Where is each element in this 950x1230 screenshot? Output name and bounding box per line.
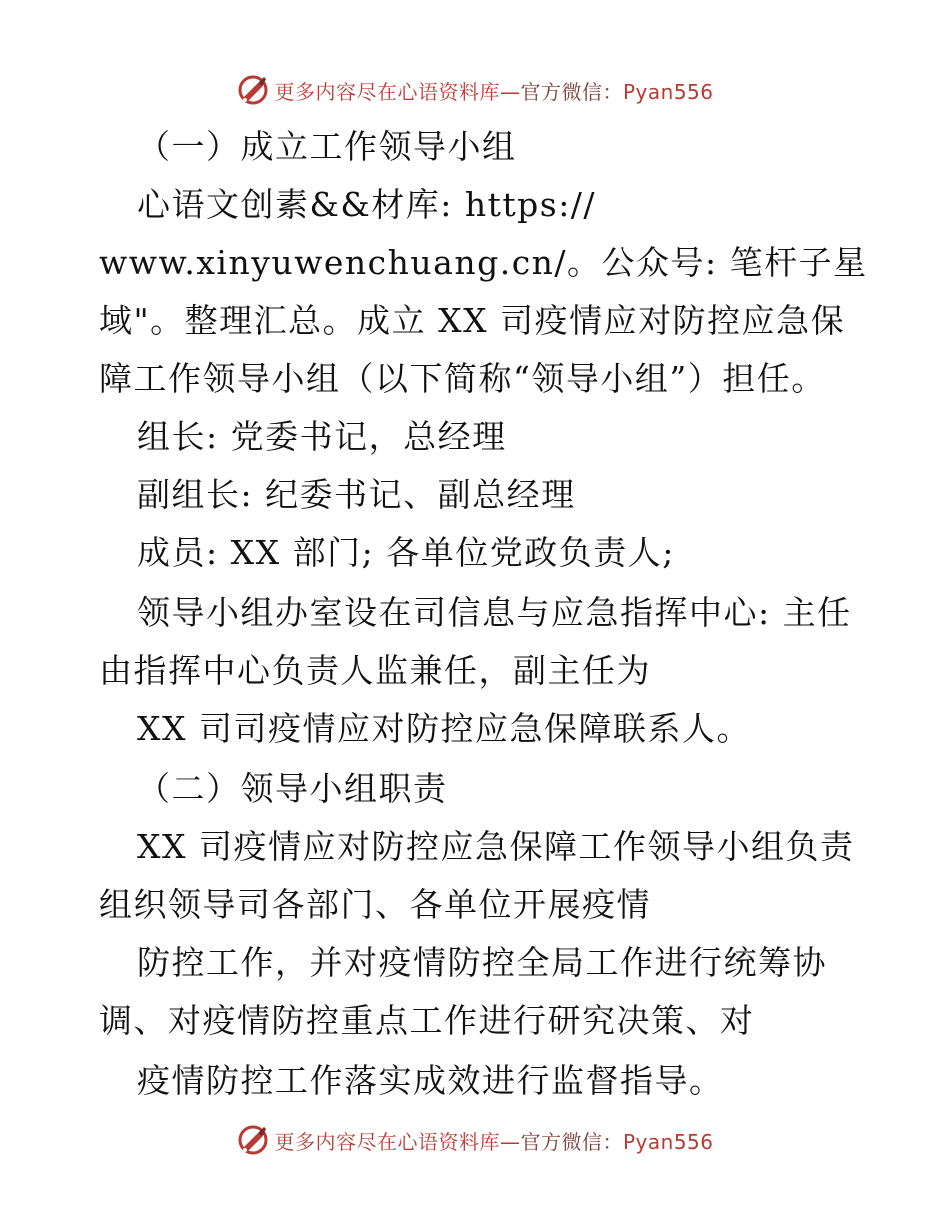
- text-line: 组织领导司各部门、各单位开展疫情: [99, 885, 651, 924]
- pen-logo-icon: [236, 73, 270, 107]
- section-heading-2: （二）领导小组职责: [137, 769, 448, 808]
- text-line: 领导小组办室设在司信息与应急指挥中心: 主任: [137, 593, 852, 632]
- text-line: 成员: XX 部门; 各单位党政负责人;: [137, 533, 675, 572]
- text-line: 由指挥中心负责人监兼任，副主任为: [99, 651, 651, 690]
- text-line: 障工作领导小组（以下简称“领导小组”）担任。: [99, 359, 826, 398]
- footer-watermark: [0, 1120, 950, 1160]
- watermark-dash: —: [499, 1129, 521, 1154]
- pen-logo-icon: [236, 1123, 270, 1157]
- text-line: 疫情防控工作落实成效进行监督指导。: [137, 1061, 724, 1100]
- text-line: 组长: 党委书记，总经理: [137, 417, 507, 456]
- header-watermark: [0, 70, 950, 110]
- watermark-label: 官方微信：: [520, 79, 623, 104]
- watermark-text: [274, 76, 713, 105]
- text-line: 心语文创素&&材库: https://: [137, 185, 597, 224]
- text-line: 域"。整理汇总。成立 XX 司疫情应对防控应急保: [99, 301, 846, 340]
- section-heading-1: （一）成立工作领导小组: [137, 127, 517, 166]
- watermark-account: Pyan556: [622, 1129, 714, 1154]
- watermark-account: Pyan556: [622, 79, 714, 104]
- text-line: XX 司司疫情应对防控应急保障联系人。: [137, 709, 751, 748]
- text-line: 防控工作，并对疫情防控全局工作进行统筹协: [137, 943, 827, 982]
- watermark-site-text: 更多内容尽在心语资料库: [274, 1129, 500, 1154]
- text-line: XX 司疫情应对防控应急保障工作领导小组负责: [137, 827, 855, 866]
- text-line: www.xinyuwenchuang.cn/。公众号: 笔杆子星: [99, 243, 868, 282]
- watermark-dash: —: [499, 79, 521, 104]
- text-line: 副组长: 纪委书记、副总经理: [137, 475, 576, 514]
- text-line: 调、对疫情防控重点工作进行研究决策、对: [99, 1001, 755, 1040]
- watermark-text: [274, 1126, 713, 1155]
- watermark-label: 官方微信：: [520, 1129, 623, 1154]
- watermark-site-text: 更多内容尽在心语资料库: [274, 79, 500, 104]
